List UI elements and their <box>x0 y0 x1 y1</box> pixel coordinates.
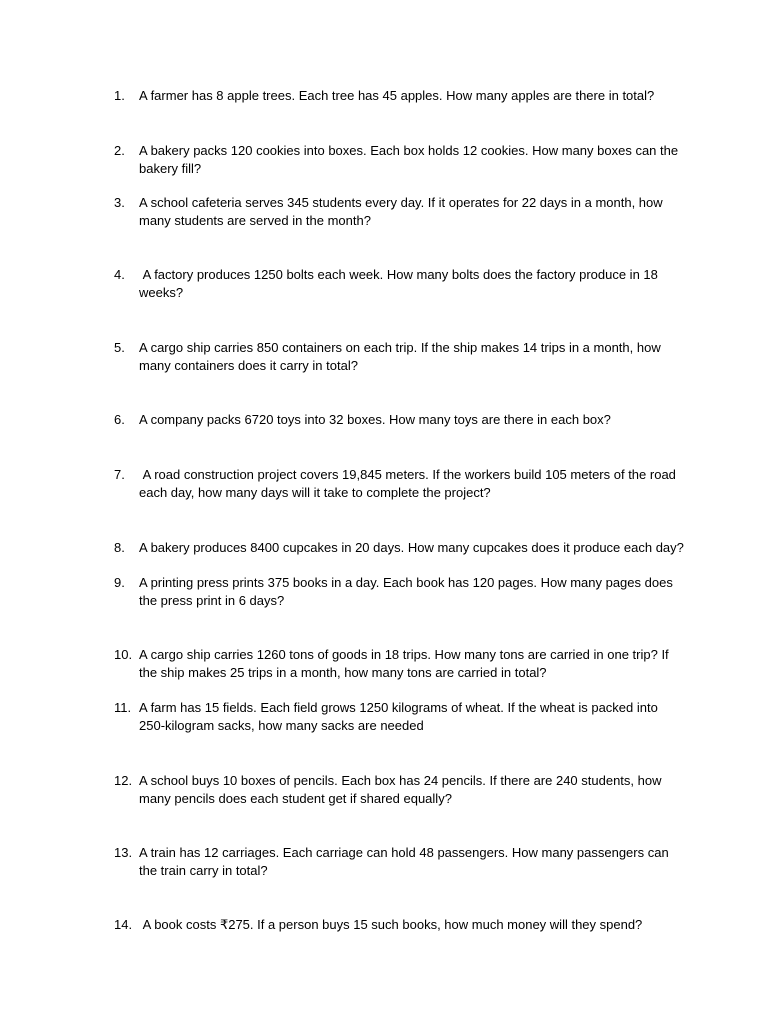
problem-number: 2. <box>114 143 125 158</box>
problem-text: A train has 12 carriages. Each carriage can hold 48 passengers. How many passengers can the train carry in total? <box>139 845 673 878</box>
problem-item <box>114 574 684 610</box>
problem-number: 14. <box>114 917 133 932</box>
problem-item <box>114 916 684 934</box>
problem-text: A printing press prints 375 books in a day. Each book has 120 pages. How many pages does the press print in 6 days? <box>139 575 677 608</box>
problem-item <box>114 844 684 880</box>
problem-number: 1. <box>114 88 125 103</box>
problem-item <box>114 142 684 178</box>
problem-number: 8. <box>114 540 125 555</box>
problem-item <box>114 194 684 230</box>
problem-item <box>114 539 684 557</box>
problem-item <box>114 646 684 682</box>
problem-text: A book costs ₹275. If a person buys 15 such books, how much money will they spend? <box>139 917 643 932</box>
problem-text: A school cafeteria serves 345 students every day. If it operates for 22 days in a month, how many students are served in the month? <box>139 195 667 228</box>
problem-number: 3. <box>114 195 125 210</box>
problem-number: 10. <box>114 647 133 662</box>
problem-item <box>114 266 684 302</box>
problem-item <box>114 699 684 735</box>
problem-text: A cargo ship carries 1260 tons of goods in 18 trips. How many tons are carried in one trip? If the ship makes 25 trips in a month, how many tons are carried in total? <box>139 647 673 680</box>
problem-text: A farmer has 8 apple trees. Each tree has 45 apples. How many apples are there in total? <box>139 88 655 103</box>
problem-text: A bakery produces 8400 cupcakes in 20 days. How many cupcakes does it produce each day? <box>139 540 684 555</box>
problem-number: 9. <box>114 575 125 590</box>
problem-number: 4. <box>114 267 125 282</box>
problem-item <box>114 339 684 375</box>
problem-item <box>114 411 684 429</box>
problem-number: 5. <box>114 340 125 355</box>
problem-number: 13. <box>114 845 133 860</box>
problem-number: 12. <box>114 773 133 788</box>
problem-item <box>114 772 684 808</box>
problem-text: A company packs 6720 toys into 32 boxes. How many toys are there in each box? <box>139 412 611 427</box>
problem-item <box>114 466 684 502</box>
problem-number: 6. <box>114 412 125 427</box>
problem-text: A factory produces 1250 bolts each week. How many bolts does the factory produce in 18 weeks? <box>139 267 662 300</box>
problem-text: A road construction project covers 19,845 meters. If the workers build 105 meters of the road each day, how many days will it take to complete the project? <box>139 467 680 500</box>
problem-number: 7. <box>114 467 125 482</box>
problem-item <box>114 87 684 105</box>
problem-number: 11. <box>114 700 132 715</box>
problem-text: A farm has 15 fields. Each field grows 1250 kilograms of wheat. If the wheat is packed into 250-kilogram sacks, how many sacks are needed <box>139 700 662 733</box>
problem-text: A bakery packs 120 cookies into boxes. Each box holds 12 cookies. How many boxes can the bakery fill? <box>139 143 682 176</box>
problem-text: A school buys 10 boxes of pencils. Each box has 24 pencils. If there are 240 students, how many pencils does each student get if shared equally? <box>139 773 666 806</box>
problem-text: A cargo ship carries 850 containers on each trip. If the ship makes 14 trips in a month, how many containers does it carry in total? <box>139 340 665 373</box>
